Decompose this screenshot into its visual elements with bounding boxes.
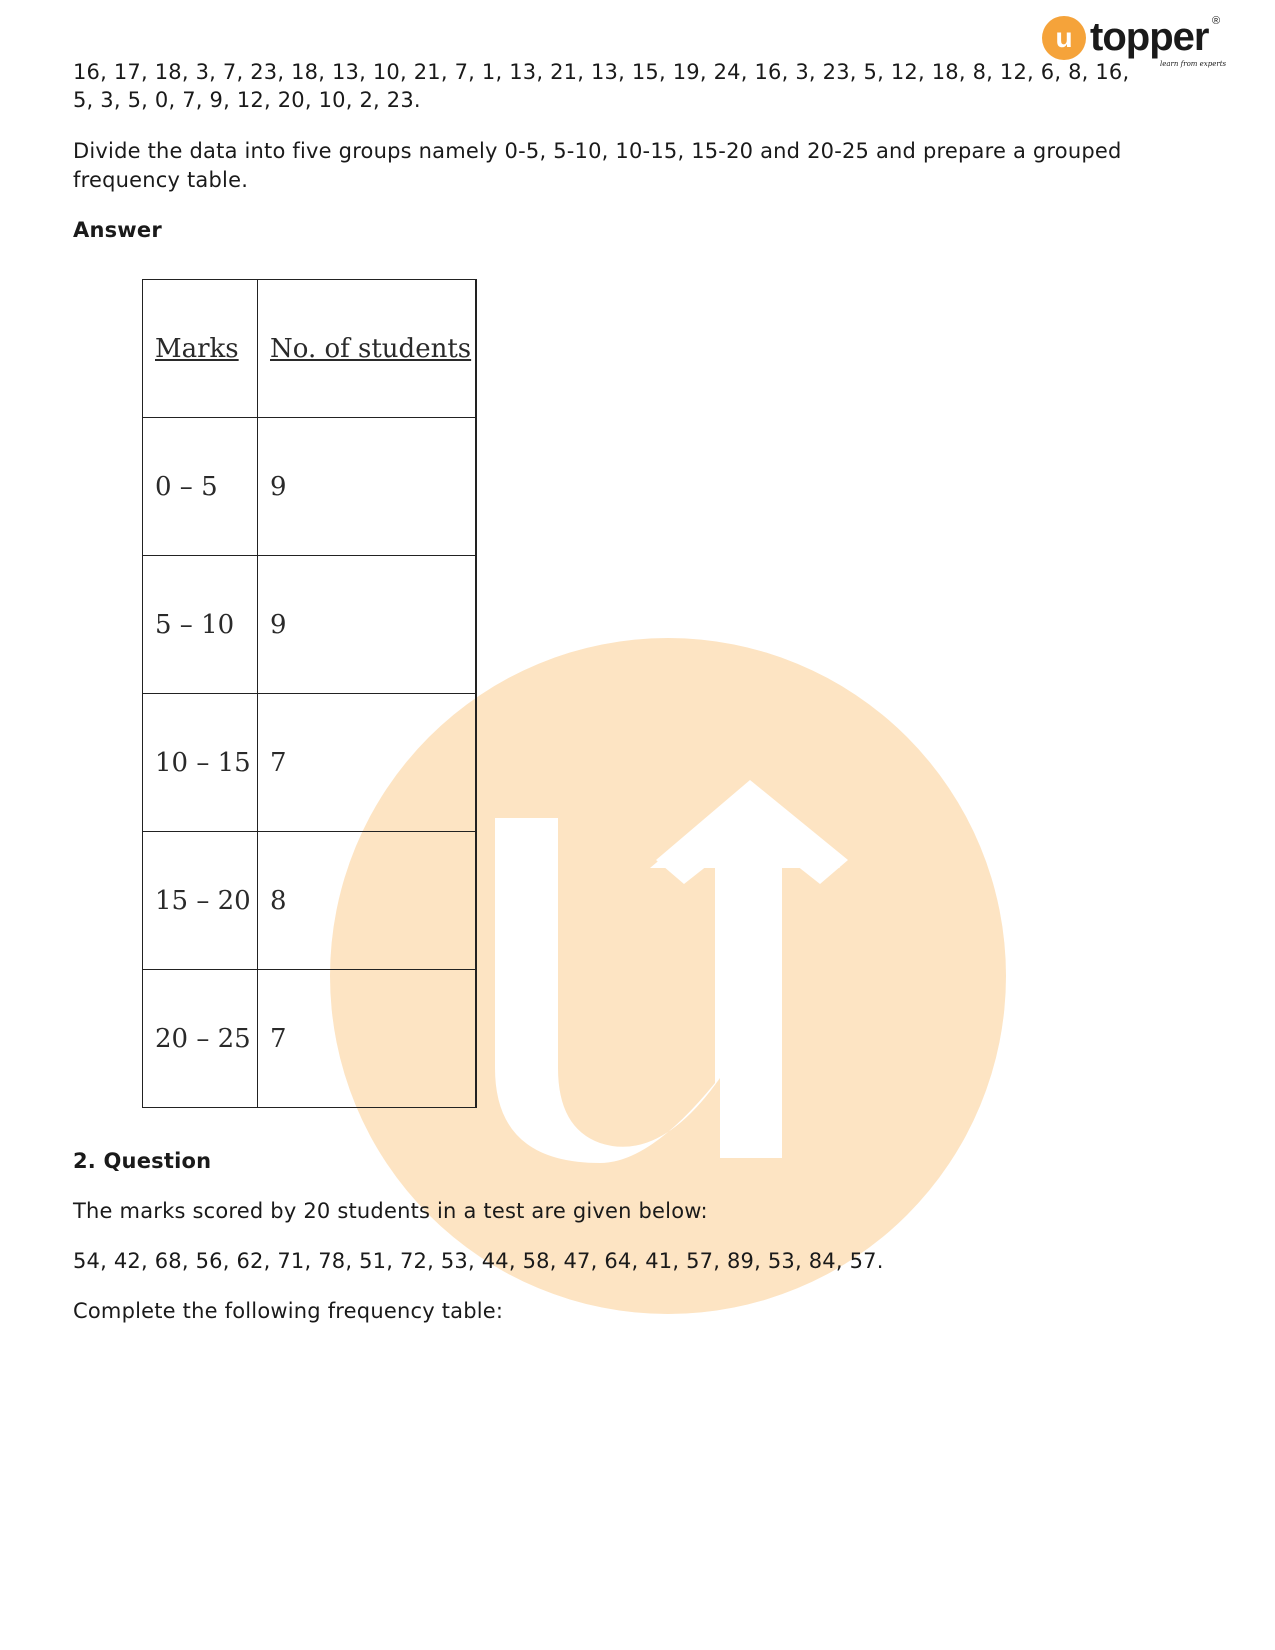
table-row bbox=[143, 832, 476, 970]
table-cell-marks: 15 – 20 bbox=[143, 832, 258, 970]
question1-data-line2: 5, 3, 5, 0, 7, 9, 12, 20, 10, 2, 23. bbox=[73, 88, 421, 112]
logo-registered-mark: ® bbox=[1212, 15, 1221, 27]
utopper-logo bbox=[1040, 10, 1240, 74]
table-cell-marks: 0 – 5 bbox=[143, 418, 258, 556]
question1-instruction-line2: frequency table. bbox=[73, 168, 249, 192]
question1-data-line1: 16, 17, 18, 3, 7, 23, 18, 13, 10, 21, 7, 1, 13, 21, 13, 15, 19, 24, 16, 3, 23, 5, 12, 18, 8, 12, 6, 8, 16, bbox=[73, 60, 1130, 84]
frequency-table bbox=[142, 279, 477, 1108]
table-cell-marks: 10 – 15 bbox=[143, 694, 258, 832]
table-cell-count: 9 bbox=[258, 418, 476, 556]
table-row bbox=[143, 970, 476, 1108]
table-cell-marks: 5 – 10 bbox=[143, 556, 258, 694]
question2-text: The marks scored by 20 students in a test are given below: bbox=[73, 1199, 708, 1223]
question2-data: 54, 42, 68, 56, 62, 71, 78, 51, 72, 53, 44, 58, 47, 64, 41, 57, 89, 53, 84, 57. bbox=[73, 1249, 884, 1273]
table-row bbox=[143, 418, 476, 556]
logo-brand-text: topper bbox=[1090, 15, 1209, 59]
table-header-row bbox=[143, 280, 476, 418]
question2-heading: 2. Question bbox=[73, 1149, 212, 1173]
table-cell-count: 7 bbox=[258, 970, 476, 1108]
table-row bbox=[143, 694, 476, 832]
table-cell-count: 9 bbox=[258, 556, 476, 694]
table-cell-marks: 20 – 25 bbox=[143, 970, 258, 1108]
table-row bbox=[143, 556, 476, 694]
question2-instruction: Complete the following frequency table: bbox=[73, 1299, 504, 1323]
table-header-marks: Marks bbox=[143, 280, 258, 418]
table-header-students: No. of students bbox=[258, 280, 476, 418]
logo-u-mark: u bbox=[1055, 22, 1073, 53]
answer-label: Answer bbox=[73, 218, 162, 242]
table-cell-count: 8 bbox=[258, 832, 476, 970]
question1-instruction-line1: Divide the data into five groups namely 0-5, 5-10, 10-15, 15-20 and 20-25 and prepare a grouped bbox=[73, 139, 1122, 163]
logo-tagline: learn from experts bbox=[1160, 60, 1227, 68]
table-cell-count: 7 bbox=[258, 694, 476, 832]
